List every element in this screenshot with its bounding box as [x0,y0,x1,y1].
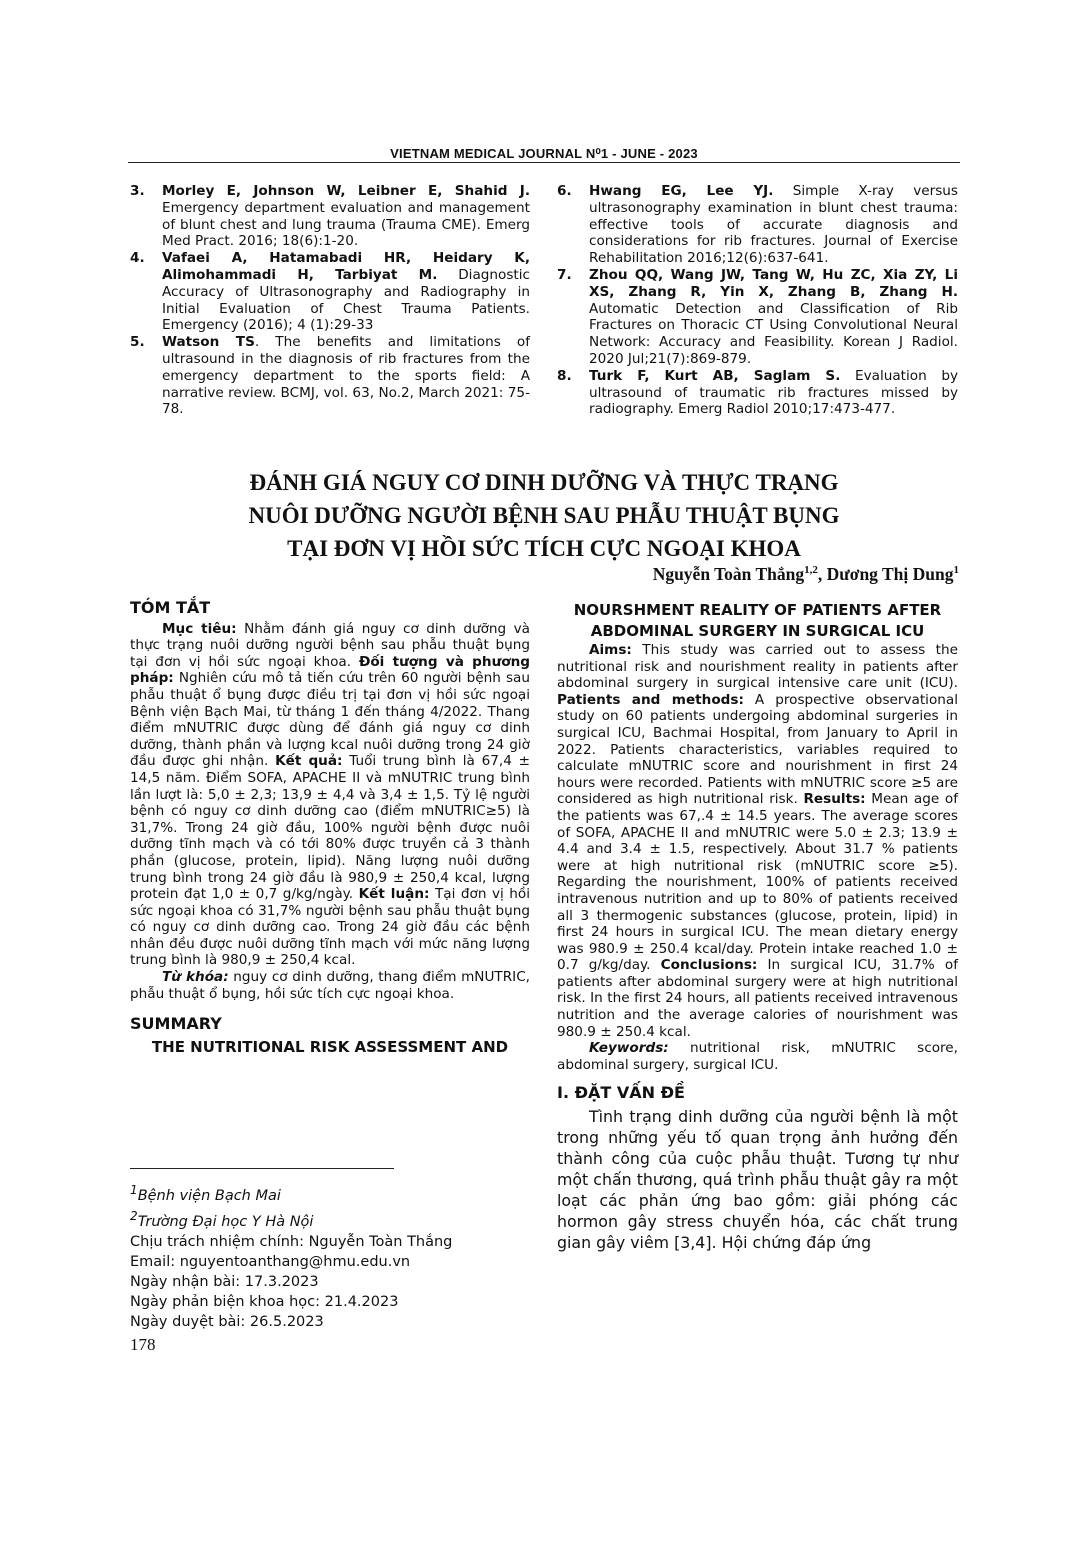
results-label: Results: [803,791,866,808]
conclusion-label: Kết luận: [358,886,430,903]
title-line: TẠI ĐƠN VỊ HỒI SỨC TÍCH CỰC NGOẠI KHOA [287,536,801,561]
reference-item [130,250,530,334]
affiliation-text: Bệnh viện Bạch Mai [137,1187,281,1204]
affiliation-marker: 2 [130,1208,138,1223]
methods-text: Nghiên cứu mô tả tiến cứu trên 60 người bệnh sau phẫu thuật ổ bụng được điều trị tại đơn vị hồi sức ngoại Bệnh viện Bạch Mai, từ tháng 1 đến tháng 4/2022. Thang điểm mNUTRIC được dùng để đánh giá nguy cơ dinh dưỡng, thành phần và lượng kcal nuôi dưỡng trong 24 giờ đầu được ghi nhận. [130,670,530,770]
summary-heading: SUMMARY [130,1014,222,1034]
aims-label: Aims: [589,642,632,658]
reference-number: 6. [557,183,572,199]
reviewed-date: Ngày phản biện khoa học: 21.4.2023 [130,1293,399,1310]
intro-heading: I. ĐẶT VẤN ĐỀ [557,1083,685,1103]
article-title [128,466,960,565]
author-name: Nguyễn Toàn Thắng [652,564,805,584]
reference-text: Automatic Detection and Classification of Rib Fractures on Thoracic CT Using Convolutional Neural Network: Accuracy and Feasibility. Korean J Radiol. 2020 Jul;21(7):869-879. [589,300,958,367]
english-summary-column [557,600,958,1253]
reference-number: 5. [130,334,145,351]
journal-header: VIETNAM MEDICAL JOURNAL N⁰1 - JUNE - 2023 [390,146,698,161]
keywords-text: nguy cơ dinh dưỡng, thang điểm mNUTRIC, phẫu thuật ổ bụng, hồi sức tích cực ngoại khoa. [130,969,531,1002]
author-list [653,564,959,585]
affiliation-footnote [130,1206,550,1232]
affiliation-footnote [130,1180,550,1206]
header-rule [128,162,960,163]
reference-item [557,183,958,267]
abstract-paragraph [130,621,530,969]
results-text: Mean age of the patients was 67,.4 ± 14.5 years. The average scores of SOFA, APACHE II and mNUTRIC were 5.0 ± 2.3; 13.9 ± 4.4 and 3.4 ± 1.5, respectively. About 31.7 % patients were at high nutritional risk (mNUTRIC score ≥5). Regarding the nourishment, 100% of patients received intravenous nutrition and up to 80% of patients received all 3 thermogenic substances (glucose, protein, lipid) in first 24 hours in surgical ICU. The mean dietary energy was 980.9 ± 250.4 kcal/day. Protein intake reached 1.0 ± 0.7 g/kg/day. [557,791,958,974]
aims-text: This study was carried out to assess the nutritional risk and nourishment reality in patients after abdominal surgery in surgical intensive care unit (ICU). [557,642,958,692]
conclusions-label: Conclusions: [660,957,758,974]
references-right [557,183,958,418]
reference-number: 7. [557,266,572,283]
patients-methods-label: Patients and methods: [557,691,744,708]
conclusion-text: Tại đơn vị hồi sức ngoại khoa có 31,7% người bệnh sau phẫu thuật bụng có nguy cơ dinh dưỡng cao. Trong 24 giờ đầu các bệnh nhân đều được nuôi dưỡng tĩnh mạch với mức năng lượng trung bình là 980,9 ± 250,4 kcal. [130,886,530,969]
reference-authors: Turk F, Kurt AB, Saglam S. [589,367,841,384]
reference-number: 4. [130,250,145,267]
footnote-rule [130,1168,394,1169]
references-left [130,183,530,418]
reference-authors: Vafaei A, Hatamabadi HR, Heidary K, Alimohammadi H, Tarbiyat M. [162,250,530,283]
title-line: ĐÁNH GIÁ NGUY CƠ DINH DƯỠNG VÀ THỰC TRẠNG [249,470,839,495]
accepted-date: Ngày duyệt bài: 26.5.2023 [130,1313,324,1330]
patients-methods-text: A prospective observational study on 60 patients undergoing abdominal surgeries in surgical ICU, Bachmai Hospital, from January to April in 2022. Patients characteristics, variables required to calculate mNUTRIC score and nourishment in first 24 hours were recorded. Patients with mNUTRIC score ≥5 are considered as high nutritional risk. [557,691,958,808]
keywords-label: Keywords: [589,1040,669,1057]
results-label: Kết quả: [275,753,343,770]
intro-paragraph: Tình trạng dinh dưỡng của người bệnh là một trong những yếu tố quan trọng ảnh hưởng đến thành công của cuộc phẫu thuật. Tương tự như một chấn thương, quá trình phẫu thuật gây ra một loạt các phản ứng bao gồm: giải phóng các hormon gây stress chuyển hóa, các chất trung gian gây viêm [3,4]. Hội chứng đáp ứng [557,1107,958,1253]
reference-item [130,183,530,250]
author-name: Dương Thị Dung [826,564,954,584]
abstract-heading: TÓM TẮT [130,598,211,617]
reference-authors: Morley E, Johnson W, Leibner E, Shahid J. [162,183,530,199]
page-number: 178 [130,1335,156,1354]
reference-number: 3. [130,183,145,199]
summary-title-part: THE NUTRITIONAL RISK ASSESSMENT AND [151,1037,509,1056]
keywords-paragraph [557,1040,958,1073]
results-text: Tuổi trung bình là 67,4 ± 14,5 năm. Điểm SOFA, APACHE II và mNUTRIC trung bình lần lượt là: 5,0 ± 2,3; 13,9 ± 4,4 và 3,4 ± 1,5. Tỷ lệ người bệnh có nguy cơ dinh dưỡng cao (điểm mNUTRIC≥5) là 31,7%. Trong 24 giờ đầu, 100% người bệnh được nuôi dưỡng tĩnh mạch và có tới 80% được truyền cả 3 thành phần (glucose, protein, lipid). Năng lượng nuôi dưỡng trung bình trong 24 giờ đầu là 980,9 ± 250,4 kcal, lượng protein đạt 1,0 ± 0,7 g/kg/ngày. [130,753,530,903]
reference-authors: Watson TS [162,334,255,351]
reference-text: Diagnostic Accuracy of Ultrasonography and Radiography in Initial Evaluation of Chest Trauma Patients. Emergency (2016); 4 (1):29-33 [162,266,531,334]
author-affiliation: 1 [953,564,959,577]
author-separator: , [817,564,827,584]
reference-item [557,368,958,418]
reference-item [557,267,958,368]
author-affiliation: 1,2 [804,564,818,577]
contact-email: Email: nguyentoanthang@hmu.edu.vn [130,1253,411,1270]
reference-authors: Zhou QQ, Wang JW, Tang W, Hu ZC, Xia ZY, Li XS, Zhang R, Yin X, Zhang B, Zhang H. [589,266,958,300]
methods-label: Đối tượng và phương pháp: [130,653,530,687]
reference-item [130,334,530,418]
responsible-author: Chịu trách nhiệm chính: Nguyễn Toàn Thắng [130,1233,453,1250]
vietnamese-abstract-column [130,600,530,1058]
title-line: NUÔI DƯỠNG NGƯỜI BỆNH SAU PHẪU THUẬT BỤNG [248,503,840,528]
reference-text: Emergency department evaluation and management of blunt chest and lung trauma (Trauma CME). Emerg Med Pract. 2016; 18(6):1-20. [162,199,530,250]
keywords-label: Từ khóa: [162,969,229,986]
reference-text: . The benefits and limitations of ultrasound in the diagnosis of rib fractures from the emergency department to the sports field: A narrative review. BCMJ, vol. 63, No.2, March 2021: 75-78. [162,334,530,418]
reference-text: Evaluation by ultrasound of traumatic rib fractures missed by radiography. Emerg Radiol 2010;17:473-477. [589,367,958,418]
footnotes [130,1180,550,1332]
summary-paragraph [557,642,958,1040]
conclusions-text: In surgical ICU, 31.7% of patients after abdominal surgery were at high nutritional risk. In the first 24 hours, all patients received intravenous nutrition and the average calories of nourishment was 980.9 ± 250.4 kcal. [557,957,959,1040]
reference-authors: Hwang EG, Lee YJ. [589,183,774,199]
objective-label: Mục tiêu: [162,620,237,637]
keywords-paragraph [130,969,530,1002]
summary-title-part: NOURSHMENT REALITY OF PATIENTS AFTER ABDOMINAL SURGERY IN SURGICAL ICU [573,601,942,640]
keywords-text: nutritional risk, mNUTRIC score, abdominal surgery, surgical ICU. [557,1040,958,1073]
affiliation-marker: 1 [130,1183,138,1197]
reference-number: 8. [557,367,572,384]
received-date: Ngày nhận bài: 17.3.2023 [130,1273,319,1290]
affiliation-text: Trường Đại học Y Hà Nội [137,1213,314,1230]
reference-text: Simple X-ray versus ultrasonography examination in blunt chest trauma: effective tools of accurate diagnosis and considerations for rib fractures. Journal of Exercise Rehabilitation 2016;12(6):637-641. [589,183,958,267]
objective-text: Nhằm đánh giá nguy cơ dinh dưỡng và thực trạng nuôi dưỡng người bệnh sau phẫu thuật bụng tại đơn vị hồi sức ngoại khoa. [130,620,530,670]
